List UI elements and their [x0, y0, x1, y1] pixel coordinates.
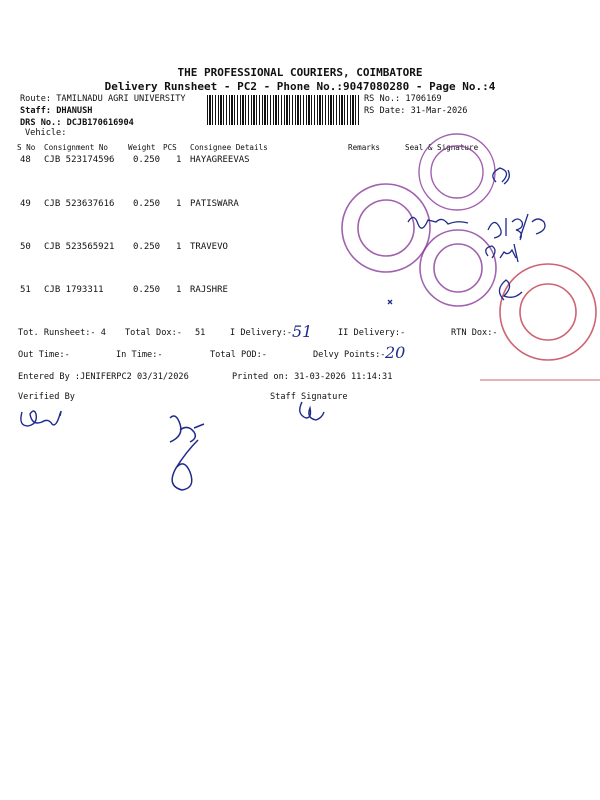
handwriting-remarks — [388, 168, 545, 304]
rtn-dox-label: RTN Dox:- — [451, 328, 498, 338]
route-label: Route: TAMILNADU AGRI UNIVERSITY — [20, 94, 186, 104]
row-consignment: CJB 523174596 — [44, 155, 115, 165]
col-seal-signature: Seal & Signature — [405, 143, 479, 152]
ii-delivery-label: II Delivery:- — [338, 328, 406, 338]
row-weight: 0.250 — [133, 199, 161, 209]
delvy-points-handwritten: 20 — [385, 343, 406, 362]
col-consignment: Consignment No — [44, 143, 109, 152]
row-sno: 49 — [20, 199, 31, 209]
row-consignee: HAYAGREEVAS — [190, 155, 250, 165]
i-delivery-handwritten: 51 — [292, 322, 313, 341]
staff-signature-label: Staff Signature — [270, 392, 348, 402]
in-time-label: In Time:- — [116, 350, 163, 360]
col-pcs: PCS — [163, 143, 177, 152]
row-pcs: 1 — [176, 242, 182, 252]
rs-date: RS Date: 31-Mar-2026 — [364, 106, 468, 116]
out-time-label: Out Time:- — [18, 350, 70, 360]
row-consignee: PATISWARA — [190, 199, 239, 209]
stamp-circle-top — [419, 134, 495, 210]
row-consignment: CJB 1793311 — [44, 285, 104, 295]
row-consignee: TRAVEVO — [190, 242, 228, 252]
entered-by: Entered By :JENIFERPC2 03/31/2026 — [18, 372, 189, 382]
row-consignment: CJB 523565921 — [44, 242, 115, 252]
col-remarks: Remarks — [348, 143, 381, 152]
row-weight: 0.250 — [133, 155, 161, 165]
rs-number: RS No.: 1706169 — [364, 94, 442, 104]
row-consignment: CJB 523637616 — [44, 199, 115, 209]
stamp-red-rajshree — [480, 264, 600, 380]
runsheet-subtitle: Delivery Runsheet - PC2 - Phone No.:9047080280 - Page No.:4 — [104, 80, 496, 93]
col-weight: Weight — [128, 143, 156, 152]
company-title: THE PROFESSIONAL COURIERS, COIMBATORE — [177, 66, 423, 79]
row-pcs: 1 — [176, 155, 182, 165]
row-weight: 0.250 — [133, 242, 161, 252]
row-sno: 50 — [20, 242, 31, 252]
col-sno: S No — [17, 143, 36, 152]
large-signature — [170, 416, 204, 490]
verified-signature — [21, 411, 61, 426]
col-consignee: Consignee Details — [190, 143, 268, 152]
row-consignee: RAJSHRE — [190, 285, 228, 295]
row-weight: 0.250 — [133, 285, 161, 295]
row-sno: 48 — [20, 155, 31, 165]
tot-runsheet: Tot. Runsheet:- 4 — [18, 328, 106, 338]
i-delivery-label: I Delivery:- — [230, 328, 293, 338]
drs-number: DRS No.: DCJB170616904 — [20, 118, 134, 128]
staff-label: Staff: DHANUSH — [20, 106, 93, 116]
verified-by-label: Verified By — [18, 392, 75, 402]
printed-on: Printed on: 31-03-2026 11:14:31 — [232, 372, 393, 382]
row-sno: 51 — [20, 285, 31, 295]
total-dox-value: 51 — [195, 328, 206, 338]
total-dox-label: Total Dox:- — [125, 328, 182, 338]
staff-signature-mark — [300, 402, 324, 420]
row-pcs: 1 — [176, 285, 182, 295]
total-pod-label: Total POD:- — [210, 350, 267, 360]
stamp-circle-right — [420, 230, 496, 306]
stamp-circle-left — [342, 184, 430, 272]
delvy-points-label: Delvy Points:- — [313, 350, 386, 360]
row-pcs: 1 — [176, 199, 182, 209]
vehicle-label: Vehicle: — [25, 128, 67, 138]
